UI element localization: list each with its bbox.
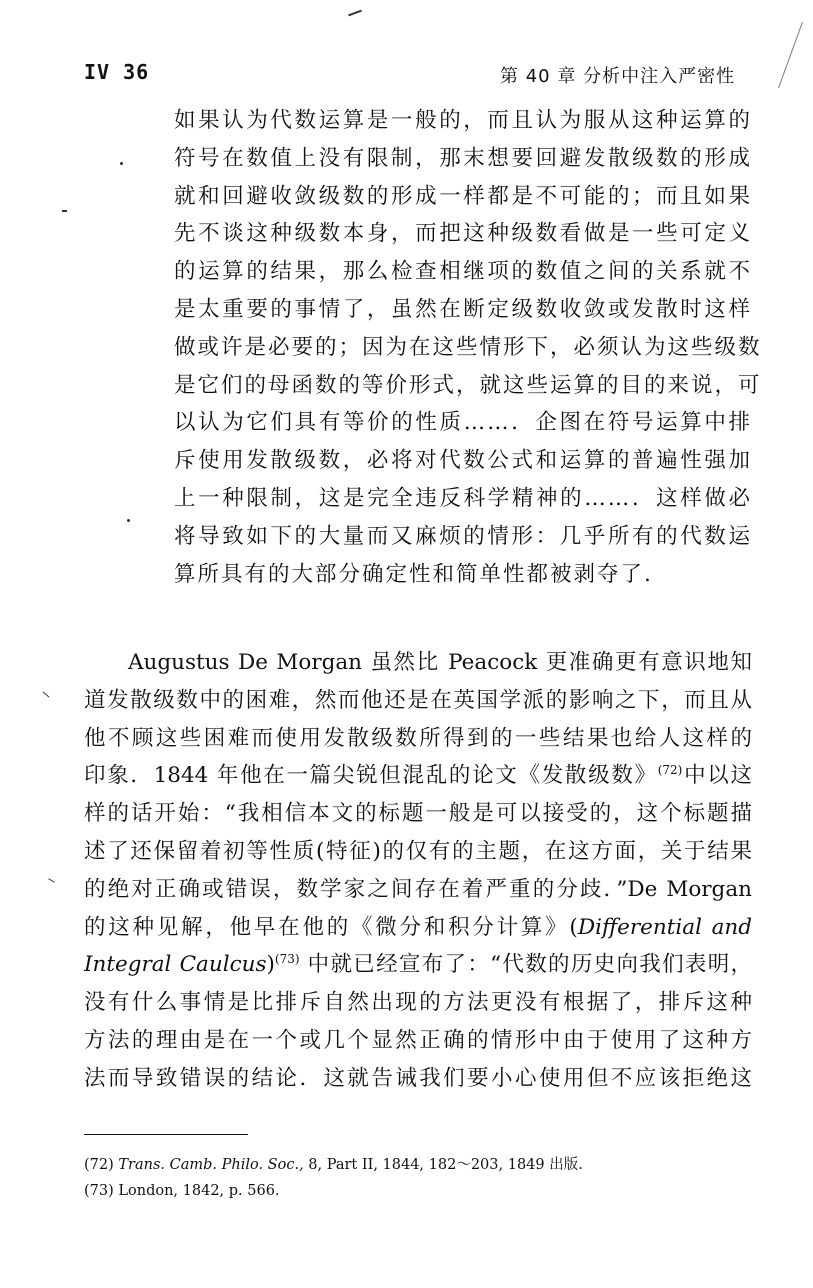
scan-speck [43,692,50,698]
body-line: 道发散级数中的困难，然而他还是在英国学派的影响之下，而且从 [84,687,752,713]
footnote-number: (73) [84,1183,114,1199]
body-line: 述了还保留着初等性质(特征)的仅有的主题，在这方面，关于结果 [84,838,752,864]
body-text-span: ) [266,952,275,978]
body-paragraph [84,644,752,1098]
body-line [84,757,752,795]
body-line: 样的话开始：“我相信本文的标题一般是可以接受的，这个标题描 [84,801,752,827]
body-text-span: 的这种见解，他早在他的《微分和积分计算》( [84,914,578,940]
quote-line: 如果认为代数运算是一般的，而且认为服从这种运算的 [174,108,752,133]
footnote-73 [84,1178,752,1204]
quote-line: 做或许是必要的；因为在这些情形下，必须认为这些级数 [174,334,762,360]
book-title-italic: Integral Caulcus [84,952,267,978]
quote-line: 先不谈这种级数本身，而把这种级数看做是一些可定义 [174,221,752,247]
running-header-chapter-title: 第 40 章 分析中注入严密性 [500,66,736,87]
body-line: 没有什么事情是比排斥自然出现的方法更没有根据了，排斥这种 [84,990,752,1016]
quote-line: 就和回避收敛级数的形成一样都是不可能的；而且如果 [174,183,752,209]
quote-line: 上一种限制，这是完全违反科学精神的……．这样做必 [174,485,752,511]
block-quote [174,102,762,593]
quote-line: 算所具有的大部分确定性和简单性都被剥夺了. [174,561,653,587]
footnote-text: London, 1842, p. 566. [118,1183,280,1199]
body-text-span: 中以这 [682,763,752,789]
body-line: 的绝对正确或错误，数学家之间存在着严重的分歧．”De Morgan [84,876,752,902]
quote-line: 是太重要的事情了，虽然在断定级数收敛或发散时这样 [174,296,752,322]
body-line: 方法的理由是在一个或几个显然正确的情形中由于使用了这种方 [84,1027,752,1053]
book-title-italic: Differential and [577,914,752,940]
body-text-span: 印象．1844 年他在一篇尖锐但混乱的论文《发散级数》 [84,763,658,789]
scan-speck [778,22,803,88]
body-line: 他不顾这些困难而使用发散级数所得到的一些结果也给人这样的 [84,725,752,751]
body-line [84,909,752,947]
footnote-ref-72: (72) [657,763,683,778]
quote-line: 是它们的母函数的等价形式，就这些运算的目的来说，可 [174,372,762,398]
body-text-span: 中就已经宣布了：“代数的历史向我们表明， [299,952,753,978]
journal-title-italic: Trans. Camb. Philo. Soc., [118,1157,304,1173]
footnote-divider [84,1134,248,1135]
body-line: Augustus De Morgan 虽然比 Peacock 更准确更有意识地知 [128,650,752,675]
scan-speck [127,519,130,522]
body-line [84,946,752,984]
footnote-72 [84,1152,752,1178]
quote-line: 斥使用发散级数，必将对代数公式和运算的普遍性强加 [174,448,752,474]
quote-line: 的运算的结果，那么检查相继项的数值之间的关系就不 [174,259,752,285]
scan-speck [348,10,362,17]
quote-line: 符号在数值上没有限制，那末想要回避发散级数的形成 [174,145,752,171]
body-line: 法而导致错误的结论．这就告诫我们要小心使用但不应该拒绝这 [84,1065,752,1091]
quote-line: 以认为它们具有等价的性质……．企图在符号运算中排 [174,410,752,436]
quote-line: 将导致如下的大量而又麻烦的情形：几乎所有的代数运 [174,523,752,549]
footnotes [84,1152,752,1204]
scan-speck [48,878,55,882]
footnote-number: (72) [84,1157,114,1173]
footnote-text: 8, Part II, 1844, 182～203, 1849 出版. [303,1157,583,1173]
footnote-ref-73: (73) [274,952,300,967]
scan-speck [120,162,123,165]
scan-speck [62,210,67,212]
running-header-page-number: IV 36 [84,60,150,84]
